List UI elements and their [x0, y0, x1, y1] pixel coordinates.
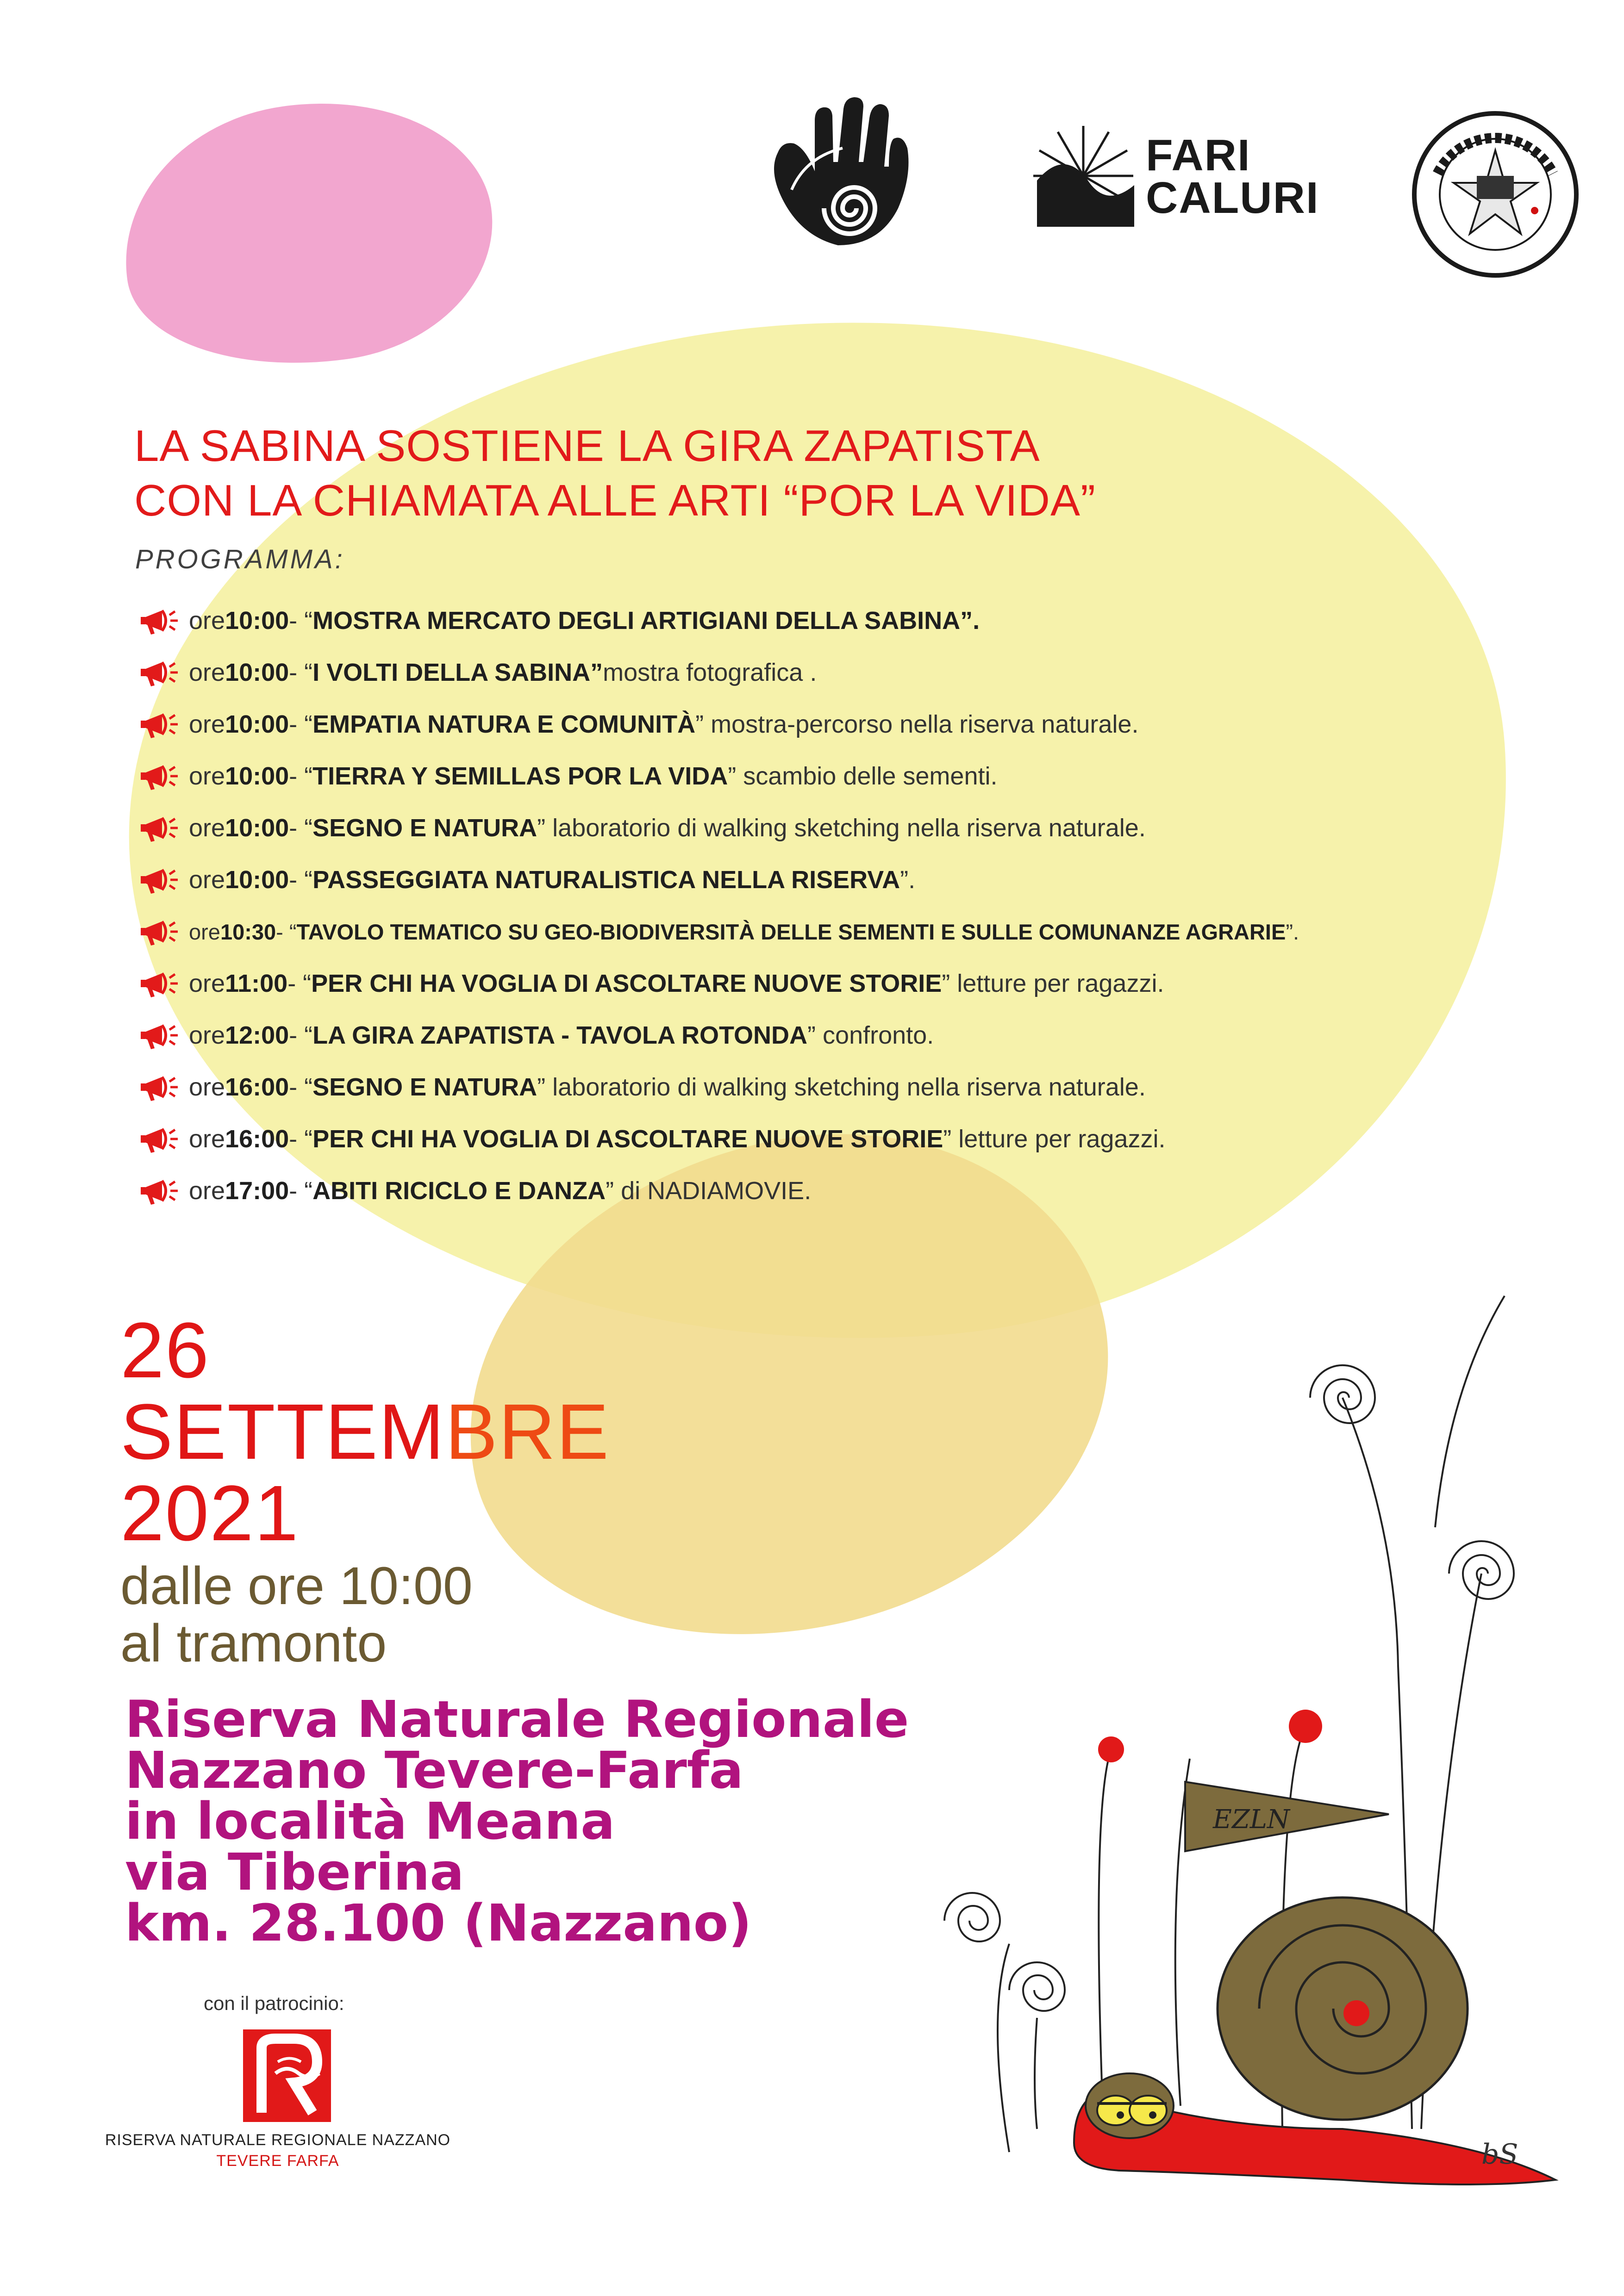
megaphone-icon — [139, 759, 183, 793]
program-prefix: ore — [189, 762, 225, 790]
date-month-part-a: SETTEM — [120, 1388, 445, 1476]
program-item — [139, 647, 1299, 698]
program-time: 10:00 — [225, 762, 289, 790]
program-item — [139, 1009, 1299, 1061]
program-description: ”. — [900, 866, 916, 894]
program-title: TAVOLO TEMATICO SU GEO-BIODIVERSITÀ DELLE SEMENTI E SULLE COMUNANZE AGRARIE — [296, 919, 1286, 944]
program-title: SEGNO E NATURA — [312, 1073, 537, 1101]
megaphone-icon — [139, 656, 183, 689]
program-item — [139, 1061, 1299, 1113]
program-prefix: ore — [189, 710, 225, 738]
program-title: I VOLTI DELLA SABINA” — [312, 659, 603, 686]
megaphone-icon — [139, 604, 183, 637]
date-month-part-b: BRE — [445, 1388, 610, 1476]
program-item — [139, 595, 1299, 647]
program-time: 11:00 — [225, 970, 288, 997]
program-item — [139, 958, 1299, 1009]
program-prefix: ore — [189, 919, 220, 944]
program-prefix: ore — [189, 607, 225, 635]
program-item — [139, 1165, 1299, 1217]
program-title: PASSEGGIATA NATURALISTICA NELLA RISERVA — [312, 866, 900, 894]
program-separator: - “ — [289, 1021, 313, 1049]
program-item — [139, 802, 1299, 854]
megaphone-icon — [139, 863, 183, 896]
program-description: mostra fotografica . — [603, 659, 817, 686]
program-separator: - “ — [289, 1125, 313, 1153]
megaphone-icon — [139, 915, 183, 948]
time-line-1: dalle ore 10:00 — [120, 1556, 473, 1616]
program-item — [139, 854, 1299, 906]
program-description: ”. — [1286, 919, 1299, 944]
program-prefix: ore — [189, 659, 225, 686]
program-time: 10:00 — [225, 866, 289, 894]
program-separator: - “ — [289, 710, 313, 738]
program-time: 10:00 — [225, 814, 289, 842]
megaphone-icon — [139, 1122, 183, 1156]
program-description: ” laboratorio di walking sketching nella riserva naturale. — [537, 1073, 1146, 1101]
program-description: ” letture per ragazzi. — [942, 970, 1164, 997]
event-time — [120, 1557, 473, 1672]
program-prefix: ore — [189, 970, 225, 997]
headline — [134, 419, 1096, 528]
program-item — [139, 1113, 1299, 1165]
red-berry — [1098, 1736, 1124, 1762]
program-time: 12:00 — [225, 1021, 289, 1049]
red-berry — [1289, 1710, 1322, 1743]
program-prefix: ore — [189, 866, 225, 894]
program-description: ” scambio delle sementi. — [728, 762, 998, 790]
location-line-3: in località Meana — [125, 1792, 615, 1851]
program-title: LA GIRA ZAPATISTA - TAVOLA ROTONDA — [312, 1021, 808, 1049]
gira-zapatista-europa-logo — [1410, 109, 1581, 280]
pink-blob — [106, 80, 509, 388]
program-separator: - “ — [289, 607, 313, 635]
megaphone-icon — [139, 1070, 183, 1104]
megaphone-icon — [139, 967, 183, 1000]
location-line-2: Nazzano Tevere-Farfa — [125, 1741, 743, 1800]
location-line-1: Riserva Naturale Regionale — [125, 1690, 909, 1749]
headline-line-2: CON LA CHIAMATA ALLE ARTI “POR LA VIDA” — [134, 476, 1096, 525]
program-description: ” letture per ragazzi. — [943, 1125, 1166, 1153]
program-title: EMPATIA NATURA E COMUNITÀ — [312, 710, 696, 738]
flag-text: EZLN — [1213, 1804, 1290, 1835]
program-separator: - “ — [289, 659, 313, 686]
program-list — [139, 595, 1299, 1217]
event-location — [125, 1690, 909, 1953]
riserva-org-subtitle: TEVERE FARFA — [216, 2152, 339, 2170]
program-separator: - “ — [287, 970, 312, 997]
program-prefix: ore — [189, 1021, 225, 1049]
program-title: PER CHI HA VOGLIA DI ASCOLTARE NUOVE STORIE — [312, 1125, 943, 1153]
program-description: ” confronto. — [807, 1021, 934, 1049]
program-time: 16:00 — [225, 1125, 289, 1153]
date-month — [120, 1388, 610, 1476]
program-title: SEGNO E NATURA — [312, 814, 537, 842]
program-time: 10:30 — [220, 919, 276, 944]
snail-shell — [1218, 1898, 1468, 2120]
program-time: 17:00 — [225, 1177, 289, 1205]
program-prefix: ore — [189, 1125, 225, 1153]
program-description: ” di NADIAMOVIE. — [606, 1177, 812, 1205]
megaphone-icon — [139, 1019, 183, 1052]
megaphone-icon — [139, 811, 183, 845]
program-time: 10:00 — [225, 659, 289, 686]
programma-label: PROGRAMMA: — [135, 544, 345, 574]
program-title: ABITI RICICLO E DANZA — [312, 1177, 606, 1205]
event-date — [120, 1307, 610, 1557]
program-title: PER CHI HA VOGLIA DI ASCOLTARE NUOVE STORIE — [311, 970, 942, 997]
megaphone-icon — [139, 1174, 183, 1207]
program-item — [139, 906, 1299, 958]
artist-signature: bS — [1481, 2138, 1518, 2171]
date-day: 26 — [120, 1307, 210, 1394]
megaphone-icon — [139, 708, 183, 741]
program-separator: - “ — [276, 919, 297, 944]
riserva-nazzano-logo-icon — [243, 2029, 331, 2122]
program-separator: - “ — [289, 1073, 313, 1101]
program-separator: - “ — [289, 814, 313, 842]
headline-line-1: LA SABINA SOSTIENE LA GIRA ZAPATISTA — [134, 421, 1040, 471]
fari-text: FARI — [1146, 131, 1251, 180]
program-separator: - “ — [289, 1177, 313, 1205]
program-title: MOSTRA MERCATO DEGLI ARTIGIANI DELLA SABINA”. — [312, 607, 980, 635]
patrocinio-label: con il patrocinio: — [204, 1992, 344, 2014]
location-line-4: via Tiberina — [125, 1842, 464, 1902]
program-prefix: ore — [189, 1177, 225, 1205]
program-separator: - “ — [289, 762, 313, 790]
program-item — [139, 698, 1299, 750]
program-title: TIERRA Y SEMILLAS POR LA VIDA — [312, 762, 728, 790]
snail-illustration — [833, 1250, 1620, 2268]
program-separator: - “ — [289, 866, 313, 894]
program-time: 16:00 — [225, 1073, 289, 1101]
location-line-5: km. 28.100 (Nazzano) — [125, 1893, 752, 1953]
hand-spiral-icon — [750, 97, 926, 255]
snail-eye-right — [1130, 2096, 1167, 2125]
fari-caluri-emblem-icon — [1028, 120, 1139, 231]
program-description: ” mostra-percorso nella riserva naturale. — [695, 710, 1139, 738]
program-item — [139, 750, 1299, 802]
program-description: ” laboratorio di walking sketching nella riserva naturale. — [537, 814, 1146, 842]
date-year: 2021 — [120, 1469, 300, 1557]
gira-zapatista-seal-icon — [1410, 109, 1581, 280]
riserva-org-name: RISERVA NATURALE REGIONALE NAZZANO — [105, 2131, 451, 2149]
program-time: 10:00 — [225, 710, 289, 738]
program-prefix: ore — [189, 814, 225, 842]
program-time: 10:00 — [225, 607, 289, 635]
program-prefix: ore — [189, 1073, 225, 1101]
fari-caluri-logo — [1028, 116, 1333, 236]
sapere-delle-mani-logo — [750, 97, 926, 255]
time-line-2: al tramonto — [120, 1614, 387, 1673]
caluri-text: CALURI — [1146, 173, 1319, 223]
